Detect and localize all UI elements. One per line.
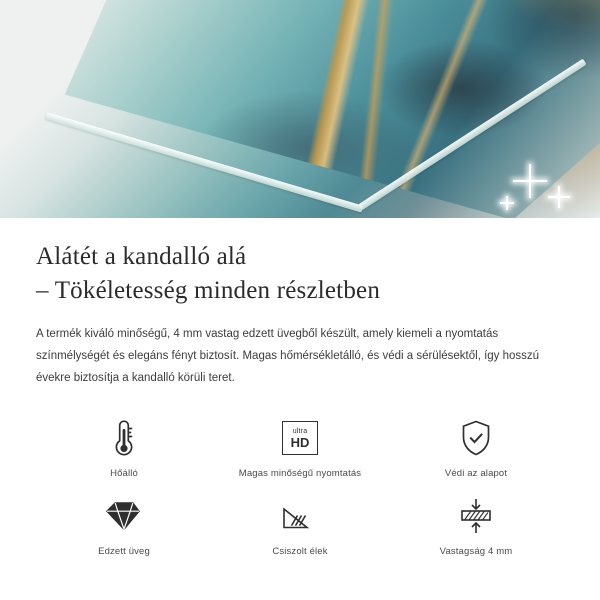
feature-label: Vastagság 4 mm: [439, 546, 513, 558]
feature-thickness: [388, 493, 564, 557]
body-paragraph: A termék kiváló minőségű, 4 mm vastag edzett üvegből készült, amely kiemeli a nyomtatás színmélységét és elegáns fényt biztosít. Magas hőmérsékletálló, és védi a sérülésektől, így hosszú évekre biztosítja a kandalló körüli teret.: [36, 328, 540, 385]
headline-line-1: Alátét a kandalló alá: [36, 243, 247, 270]
feature-tempered-glass: [36, 493, 212, 557]
feature-label: Csiszolt élek: [272, 546, 328, 558]
thickness-arrows-icon: [456, 493, 496, 539]
feature-polished-edges: [212, 493, 388, 557]
feature-label: Magas minőségű nyomtatás: [238, 468, 362, 480]
feature-heat-resistant: [36, 415, 212, 479]
shield-check-icon: [459, 415, 493, 461]
feature-grid: [36, 415, 564, 557]
headline-line-2: – Tökéletesség minden részletben: [36, 276, 381, 304]
page-title: [36, 240, 564, 307]
ultra-hd-icon: [282, 415, 318, 461]
feature-floor-protection: [388, 415, 564, 479]
hero-product-image: [0, 0, 600, 218]
feature-print-quality: [212, 415, 388, 479]
diamond-icon: [106, 493, 142, 539]
feature-label: Védi az alapot: [444, 468, 508, 480]
ultra-hd-top-label: ultra: [292, 427, 308, 435]
polished-edge-icon: [281, 493, 319, 539]
feature-label: Hőálló: [110, 468, 138, 480]
ultra-hd-bottom-label: HD: [290, 434, 310, 450]
feature-label: Edzett üveg: [98, 546, 150, 558]
thermometer-icon: [111, 415, 137, 461]
content-section: [0, 218, 600, 557]
